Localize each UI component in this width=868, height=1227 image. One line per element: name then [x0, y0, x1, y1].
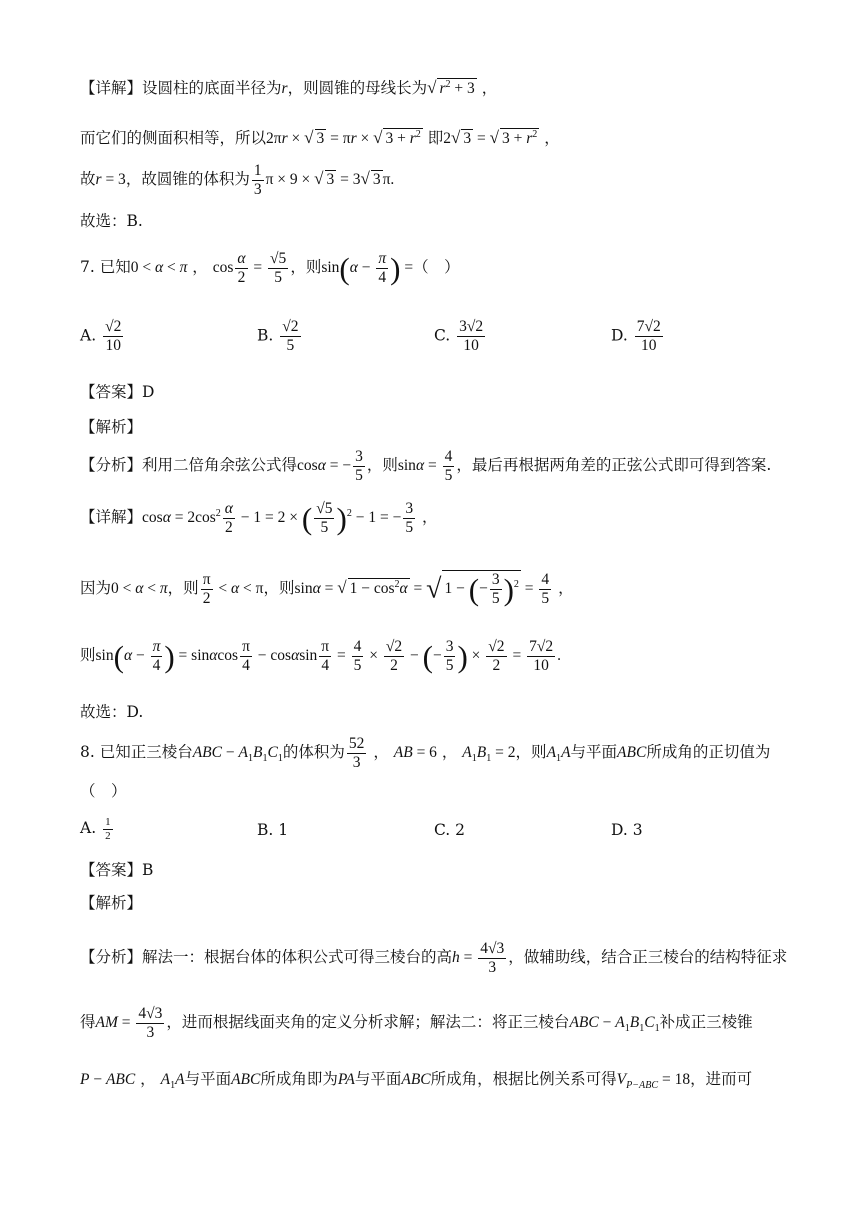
text: 的体积为: [282, 742, 345, 761]
text: 7. 已知: [80, 258, 131, 277]
answer-8: 【答案】B: [80, 861, 154, 879]
option-value: 2: [455, 821, 466, 839]
fenxi-8-line-3: P − ABC ， $A_1A$与平面ABC所成角即为PA与平面ABC所成角，根据比例关系可得$V_{P-ABC} = 18$，进而可: [80, 1070, 753, 1092]
text: ，做辅助线，结合正三棱台的结构特征求: [508, 947, 788, 966]
option-value: 3: [632, 821, 643, 839]
then-line: 则sin(α − $\frac{\pi}{4}$ ) = sinαcos $\frac{\pi}{4}$ − cosαsin $\frac{\pi}{4}$ = $\frac{4}{5}$ × $\frac{√2}{2}$ − (− $\frac{3}{5}$ ) × $\frac{√2}{2}$ = $\frac{7√2}{10}$ .: [80, 638, 561, 675]
q7-option-b[interactable]: [257, 318, 303, 355]
text: ，则: [290, 258, 322, 277]
q7-option-a[interactable]: [80, 318, 125, 355]
option-den: 10: [463, 336, 479, 354]
text: 得: [80, 1012, 96, 1031]
text: 故: [80, 169, 96, 188]
text: （ ）: [413, 258, 460, 277]
text: 所成角即为: [260, 1070, 338, 1088]
text: 即: [427, 129, 444, 148]
text: 而它们的侧面积相等，所以: [80, 129, 267, 148]
option-den: 10: [641, 336, 657, 354]
text: 解法一：根据台体的体积公式可得三棱台的高: [142, 947, 453, 966]
text: 则: [80, 646, 96, 665]
q8-option-d[interactable]: [611, 821, 643, 839]
option-letter: A.: [80, 819, 97, 838]
because-line: 因为0 < α < π，则 $\frac{\pi}{2}$ < α < π，则sinα = √ $1 - \cos^2\alpha$ = √ 1 − (− $\frac{3}{5}$ )$^2$ = $\frac{4}{5}$ ，: [80, 571, 574, 608]
text: ，则: [167, 579, 199, 598]
text: 所成角，根据比例关系可得: [430, 1070, 617, 1088]
q8-option-b[interactable]: [257, 821, 288, 839]
detail-line-2: 而它们的侧面积相等，所以2πr × √ 3 = πr × √ $3 + r^2$ 即2√ 3 = √ $3 + r^2$ ，: [80, 128, 560, 148]
option-letter: B.: [257, 326, 274, 345]
analysis-label-8: 【解析】: [80, 894, 143, 912]
detail-label: 【详解】: [80, 79, 143, 98]
text: ，则: [366, 455, 398, 474]
option-letter: D.: [611, 821, 628, 839]
text: ，则: [263, 579, 295, 598]
q8-option-c[interactable]: [434, 821, 465, 839]
option-num: 7√2: [636, 318, 661, 335]
q8-paren: （ ）: [80, 782, 127, 800]
option-den: 10: [105, 336, 121, 354]
q7-option-d[interactable]: [611, 318, 665, 355]
q7-option-c[interactable]: [434, 318, 487, 355]
detail-line-3: 故r = 3，故圆锥的体积为 $\frac{1}{3}$ π × 9 × √ 3 = 3√ 3 π.: [80, 162, 395, 198]
text: 【分析】: [80, 455, 143, 474]
text: 【详解】: [80, 508, 143, 527]
option-letter: D.: [611, 326, 628, 345]
text: 利用二倍角余弦公式得: [142, 455, 298, 474]
option-letter: A.: [80, 326, 97, 345]
q8-option-a[interactable]: A. $\frac{1}{2}$: [80, 816, 111, 842]
fenxi-7: 【分析】利用二倍角余弦公式得cosα = − $\frac{3}{5}$ ，则sinα = $\frac{4}{5}$ ，最后再根据两角差的正弦公式即可得到答案.: [80, 448, 772, 484]
detail-line-1: 【详解】设圆柱的底面半径为r，则圆锥的母线长为√ $r^2 + 3$ ，: [80, 78, 498, 98]
analysis-label-7: 【解析】: [80, 418, 143, 436]
option-num: 3√2: [459, 318, 484, 335]
choose-b-line: 故选：B.: [80, 212, 143, 230]
text: ，最后再根据两角差的正弦公式即可得到答案.: [456, 455, 772, 474]
text: 与平面: [570, 742, 618, 761]
text: 与平面: [184, 1070, 232, 1088]
text: 8. 已知正三棱台: [80, 742, 193, 761]
text: 【分析】: [80, 947, 143, 966]
text: ，进而可: [690, 1070, 753, 1088]
question-8: 8. 已知正三棱台ABC − $A_1B_1C_1$的体积为 $\frac{52}{3}$ ， AB = 6 ， $A_1B_1 = 2$，则$A_1A$与平面ABC所成角的正切值为: [80, 735, 771, 771]
text: 设圆柱的底面半径为: [142, 79, 282, 98]
detail-7: 【详解】$\cos\alpha = 2\cos^2$ $\frac{\alpha}{2}$ − 1 = 2 × ( $\frac{√5}{5}$ )$^2$ − 1 = − $\frac{3}{5}$ ，: [80, 500, 438, 537]
option-num: √2: [105, 318, 122, 335]
option-value: 1: [278, 821, 289, 839]
question-7: 7. 已知0 < α < π ， cos $\frac{\alpha}{2}$ = $\frac{√5}{5}$ ，则sin(α − $\frac{\pi}{4}$ ) =（ ）: [80, 250, 460, 287]
text: 所成角的正切值为: [646, 742, 771, 761]
option-den: 5: [286, 336, 295, 354]
text: 补成正三棱锥: [659, 1012, 753, 1031]
choose-d-line: 故选：D.: [80, 703, 144, 721]
text: ，则圆锥的母线长为: [287, 79, 428, 98]
text: ，故圆锥的体积为: [125, 169, 250, 188]
option-letter: C.: [434, 326, 451, 345]
answer-7: 【答案】D: [80, 383, 155, 401]
text: 因为: [80, 579, 112, 598]
fenxi-8-line-2: 得AM = $\frac{4√3}{3}$ ，进而根据线面夹角的定义分析求解；解法二：将正三棱台ABC − $A_1B_1C_1$补成正三棱锥: [80, 1005, 753, 1041]
option-letter: B.: [257, 821, 274, 839]
text: ，则: [515, 742, 547, 761]
text: ，进而根据线面夹角的定义分析求解；解法二：将正三棱台: [166, 1012, 570, 1031]
option-num: √2: [282, 318, 299, 335]
option-letter: C.: [434, 821, 451, 839]
fenxi-8-line-1: 【分析】解法一：根据台体的体积公式可得三棱台的高h = $\frac{4√3}{3}$ ，做辅助线，结合正三棱台的结构特征求: [80, 940, 788, 976]
